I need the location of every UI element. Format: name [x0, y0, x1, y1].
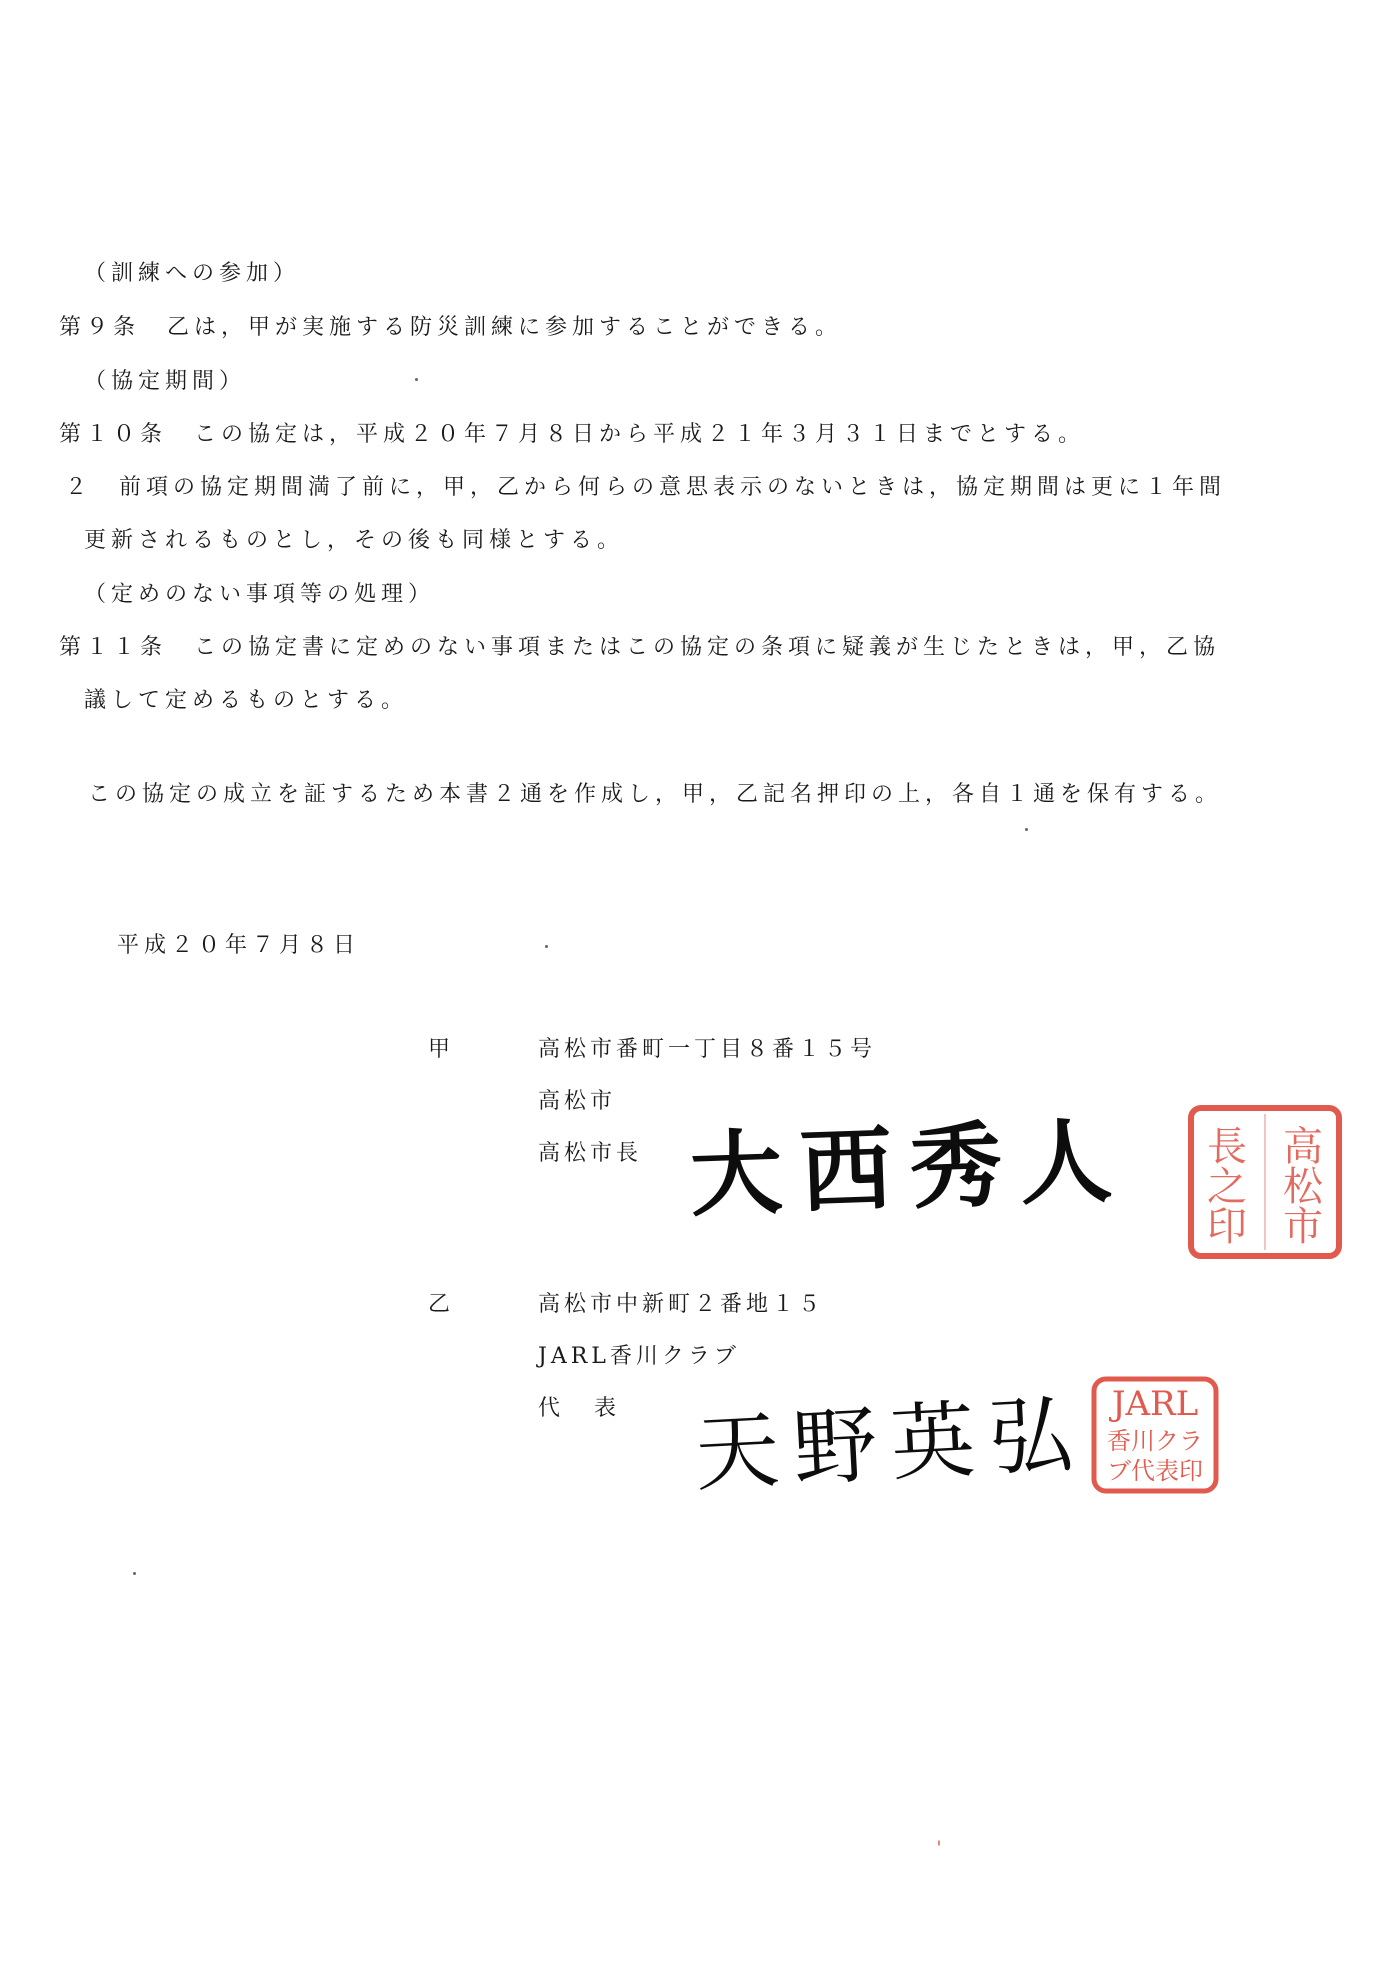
- party-a-seal-char-2: 松: [1283, 1164, 1323, 1210]
- article-11-line1: 第１１条 この協定書に定めのない事項またはこの協定の条項に疑義が生じたときは，甲，乙協: [59, 635, 1221, 660]
- article-11-heading: （定めのない事項等の処理）: [84, 582, 436, 607]
- article-10-text: 第１０条 この協定は，平成２０年７月８日から平成２１年３月３１日までとする。: [59, 422, 1086, 447]
- party-a-address: 高松市番町一丁目８番１５号: [538, 1037, 877, 1062]
- party-a-seal-char-5: 之: [1207, 1164, 1247, 1210]
- article-9-text: 第９条 乙は，甲が実施する防災訓練に参加することができる。: [59, 315, 843, 340]
- party-b-seal: [1090, 1375, 1220, 1495]
- party-b-address: 高松市中新町２番地１５: [538, 1292, 825, 1317]
- party-a-seal: [1185, 1102, 1345, 1262]
- party-b-title: 代 表: [538, 1396, 623, 1421]
- scan-speck: [415, 378, 418, 381]
- party-b-seal-line-1: JARL: [1111, 1384, 1199, 1424]
- party-b-role: 乙: [428, 1292, 451, 1317]
- closing-statement: この協定の成立を証するため本書２通を作成し，甲，乙記名押印の上，各自１通を保有する。: [88, 782, 1223, 807]
- party-a-seal-char-6: 印: [1207, 1204, 1247, 1250]
- article-10-para2-line1: ２ 前項の協定期間満了前に，甲，乙から何らの意思表示のないときは，協定期間は更に１年間: [65, 475, 1227, 500]
- article-9-heading: （訓練への参加）: [84, 261, 301, 286]
- party-b-signature: 天野英弘: [692, 1384, 1090, 1504]
- scan-speck: [133, 1572, 136, 1575]
- party-a-title: 高松市長: [538, 1141, 643, 1166]
- party-a-seal-char-3: 市: [1283, 1204, 1323, 1250]
- party-b-seal-line-2: 香川クラ: [1107, 1427, 1203, 1455]
- scan-speck: [1025, 828, 1028, 831]
- party-a-organization: 高松市: [538, 1089, 617, 1114]
- scan-speck: [938, 1840, 940, 1846]
- party-a-seal-char-1: 高: [1283, 1124, 1323, 1170]
- party-a-seal-char-4: 長: [1207, 1124, 1247, 1170]
- article-10-heading: （協定期間）: [84, 369, 247, 394]
- party-a-role: 甲: [428, 1037, 451, 1062]
- article-10-para2-line2: 更新されるものとし，その後も同様とする。: [84, 528, 625, 553]
- article-11-line2: 議して定めるものとする。: [84, 688, 409, 713]
- party-a-signature: 大西秀人: [688, 1106, 1132, 1230]
- scan-speck: [545, 945, 548, 948]
- agreement-date: 平成２０年７月８日: [117, 933, 361, 958]
- party-b-seal-line-3: ブ代表印: [1107, 1457, 1203, 1485]
- party-b-organization: JARL香川クラブ: [538, 1344, 740, 1369]
